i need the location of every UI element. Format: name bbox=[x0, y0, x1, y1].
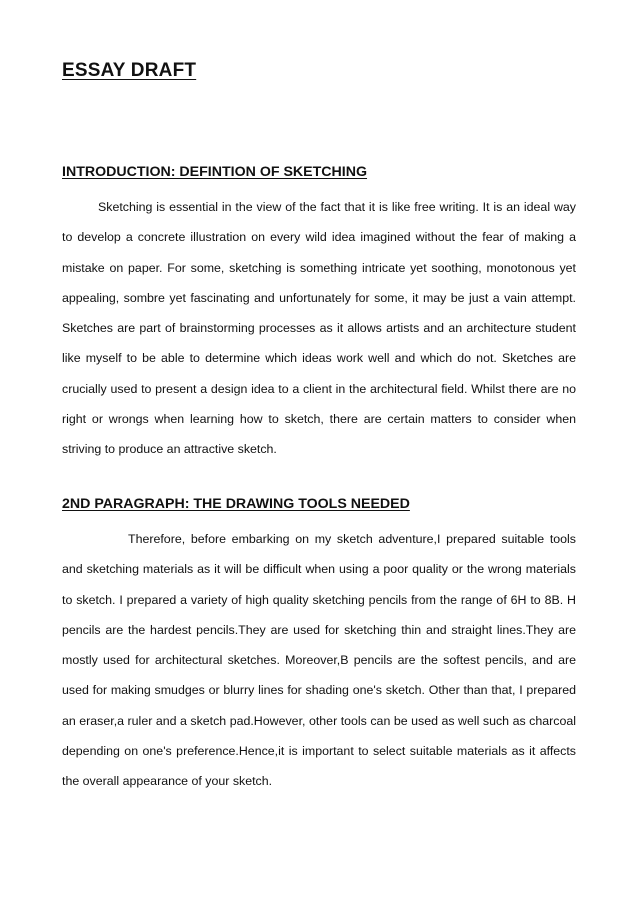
section-paragraph-drawing-tools: Therefore, before embarking on my sketch adventure,I prepared suitable tools and sketching materials as it will be difficult when using a poor quality or the wrong materials to sketch. I prepared a variety of high quality sketching pencils from the range of 6H to 8B. H pencils are the hardest pencils.They are used for sketching thin and straight lines.They are mostly used for architectural sketches. Moreover,B pencils are the softest pencils, and are used for making smudges or blurry lines for shading one's sketch. Other than that, I prepared an eraser,a ruler and a sketch pad.However, other tools can be used as well such as charcoal depending on one's preference.Hence,it is important to select suitable materials as it affects the overall appearance of your sketch. bbox=[62, 532, 576, 789]
document-title: ESSAY DRAFT bbox=[62, 60, 197, 81]
section-heading-drawing-tools: 2ND PARAGRAPH: THE DRAWING TOOLS NEEDED bbox=[62, 496, 410, 512]
section-paragraph-introduction: Sketching is essential in the view of the fact that it is like free writing. It is an ideal way to develop a concrete illustration on every wild idea imagined without the fear of making a mistake on paper. For some, sketching is something intricate yet soothing, monotonous yet appealing, sombre yet fascinating and unfortunately for some, it may be just a vain attempt. Sketches are part of brainstorming processes as it allows artists and an architecture student like myself to be able to determine which ideas work well and which do not. Sketches are crucially used to present a design idea to a client in the architectural field. Whilst there are no right or wrongs when learning how to sketch, there are certain matters to consider when striving to produce an attractive sketch. bbox=[62, 200, 576, 457]
section-heading-introduction: INTRODUCTION: DEFINTION OF SKETCHING bbox=[62, 164, 368, 180]
